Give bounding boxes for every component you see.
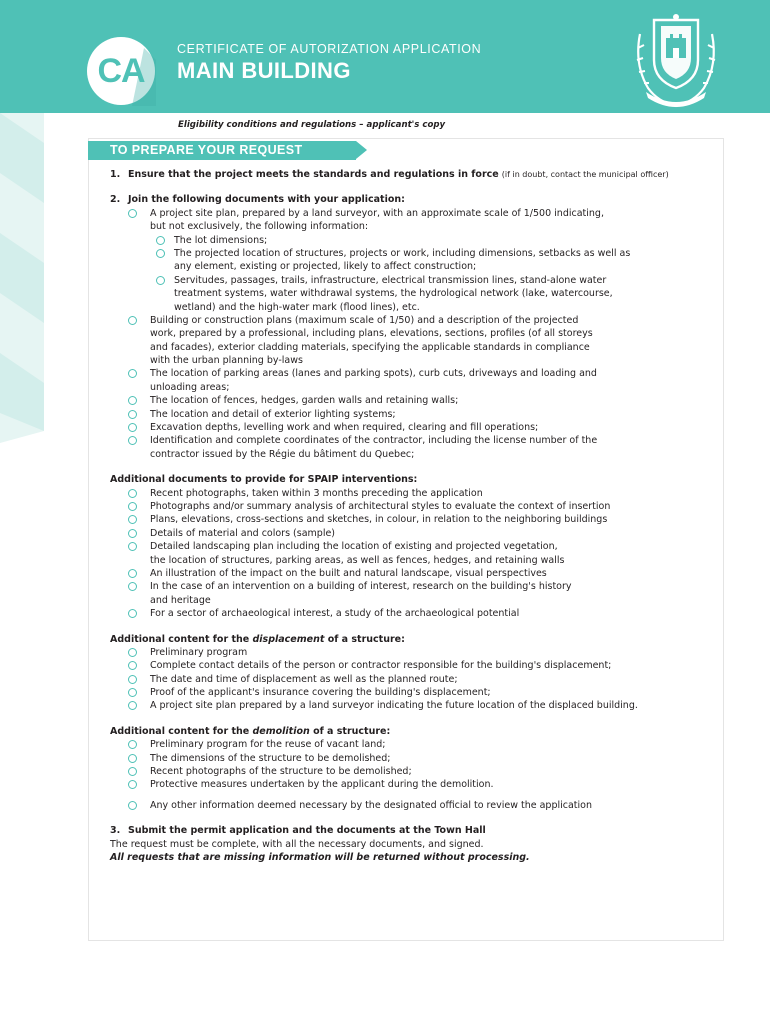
sub-list-item-continued: treatment systems, water withdrawal systems, the hydrological network (lake, watercourse,	[174, 288, 613, 300]
list-item: Complete contact details of the person or contractor responsible for the building's displacement;	[110, 659, 716, 672]
step-3-text: The request must be complete, with all the necessary documents, and signed.	[110, 838, 484, 850]
bullet-icon	[156, 249, 165, 258]
header-subtitle: CERTIFICATE OF AUTORIZATION APPLICATION	[177, 42, 482, 56]
bullet-icon	[128, 754, 137, 763]
list-item: Detailed landscaping plan including the location of existing and projected vegetation,	[110, 540, 716, 553]
bullet-icon	[128, 780, 137, 789]
displacement-heading: Additional content for the displacement of a structure:	[110, 633, 405, 645]
bullet-icon	[128, 423, 137, 432]
list-item-continued: and facades), exterior cladding materials, specifying the applicable standards in compliance	[150, 341, 590, 353]
list-item-continued: with the urban planning by-laws	[150, 355, 303, 367]
list-item: Preliminary program for the reuse of vacant land;	[110, 738, 716, 751]
section-banner	[88, 141, 356, 160]
list-item: Any other information deemed necessary by the designated official to review the application	[110, 799, 716, 812]
bullet-icon	[128, 396, 137, 405]
ca-logo-text: CA	[97, 52, 145, 90]
bullet-icon	[128, 801, 137, 810]
bullet-icon	[128, 675, 137, 684]
bullet-icon	[128, 701, 137, 710]
bullet-icon	[128, 648, 137, 657]
bullet-icon	[128, 436, 137, 445]
step-number: 3.	[110, 825, 121, 837]
instructions-content	[110, 168, 716, 864]
sub-list-item-continued: any element, existing or projected, likely to affect construction;	[174, 261, 477, 273]
bullet-icon	[128, 542, 137, 551]
bullet-icon	[128, 515, 137, 524]
list-item: An illustration of the impact on the built and natural landscape, visual perspectives	[110, 567, 716, 580]
bullet-icon	[128, 582, 137, 591]
bullet-icon	[128, 609, 137, 618]
eligibility-caption: Eligibility conditions and regulations – applicant's copy	[178, 120, 446, 130]
demolition-heading: Additional content for the demolition of a structure:	[110, 725, 391, 737]
bullet-icon	[128, 489, 137, 498]
step-number: 1.	[110, 169, 121, 180]
list-item-continued: and heritage	[150, 594, 211, 606]
list-item-continued: contractor issued by the Régie du bâtiment du Quebec;	[150, 448, 415, 460]
list-item: A project site plan, prepared by a land surveyor, with an approximate scale of 1/500 indicating,	[110, 207, 716, 220]
list-item: The location of fences, hedges, garden walls and retaining walls;	[110, 394, 716, 407]
list-item: Excavation depths, levelling work and when required, clearing and fill operations;	[110, 421, 716, 434]
town-crest-icon	[628, 8, 724, 110]
list-item-continued: the location of structures, parking areas, as well as fences, hedges, and retaining walls	[150, 554, 565, 566]
step-heading: Submit the permit application and the documents at the Town Hall	[128, 825, 486, 837]
list-item: The date and time of displacement as well as the planned route;	[110, 673, 716, 686]
spaip-heading: Additional documents to provide for SPAIP interventions:	[110, 474, 418, 486]
list-item: Recent photographs of the structure to be demolished;	[110, 765, 716, 778]
list-item: Building or construction plans (maximum scale of 1/50) and a description of the projected	[110, 314, 716, 327]
step-number: 2.	[110, 194, 121, 206]
header-title: MAIN BUILDING	[177, 58, 351, 83]
decorative-side-panel	[0, 113, 44, 443]
bullet-icon	[128, 767, 137, 776]
list-item: Preliminary program	[110, 646, 716, 659]
list-item: The location of parking areas (lanes and parking spots), curb cuts, driveways and loading and	[110, 367, 716, 380]
step-note: (if in doubt, contact the municipal officer)	[501, 170, 669, 179]
list-item: Details of material and colors (sample)	[110, 527, 716, 540]
sub-list-item: Servitudes, passages, trails, infrastructure, electrical transmission lines, stand-alone water	[110, 274, 716, 287]
bullet-icon	[128, 410, 137, 419]
list-item: Photographs and/or summary analysis of architectural styles to evaluate the context of insertion	[110, 500, 716, 513]
bullet-icon	[128, 369, 137, 378]
warning-text: All requests that are missing information will be returned without processing.	[110, 851, 530, 863]
header-banner	[0, 0, 770, 113]
list-item: In the case of an intervention on a building of interest, research on the building's history	[110, 580, 716, 593]
bullet-icon	[128, 661, 137, 670]
sub-list-item: The lot dimensions;	[110, 234, 716, 247]
section-banner-text: TO PREPARE YOUR REQUEST	[110, 143, 303, 157]
step-1	[110, 168, 716, 181]
list-item: For a sector of archaeological interest, a study of the archaeological potential	[110, 607, 716, 620]
step-2	[110, 193, 716, 206]
bullet-icon	[156, 276, 165, 285]
list-item: Protective measures undertaken by the applicant during the demolition.	[110, 778, 716, 791]
sub-list-item-continued: wetland) and the high-water mark (flood lines), etc.	[174, 301, 420, 313]
bullet-icon	[128, 502, 137, 511]
bullet-icon	[128, 569, 137, 578]
sub-list-item: The projected location of structures, projects or work, including dimensions, setbacks as well as	[110, 247, 716, 260]
bullet-icon	[128, 209, 137, 218]
ca-logo	[86, 36, 156, 106]
bullet-icon	[128, 688, 137, 697]
bullet-icon	[128, 529, 137, 538]
list-item: Plans, elevations, cross-sections and sketches, in colour, in relation to the neighboring buildings	[110, 513, 716, 526]
list-item: Recent photographs, taken within 3 months preceding the application	[110, 487, 716, 500]
list-item: Proof of the applicant's insurance covering the building's displacement;	[110, 686, 716, 699]
bullet-icon	[128, 316, 137, 325]
list-item-continued: but not exclusively, the following information:	[150, 221, 369, 233]
list-item-continued: unloading areas;	[150, 381, 230, 393]
list-item: A project site plan prepared by a land surveyor indicating the future location of the displaced building.	[110, 699, 716, 712]
list-item: The dimensions of the structure to be demolished;	[110, 752, 716, 765]
list-item-continued: work, prepared by a professional, including plans, elevations, sections, profiles (of all storeys	[150, 328, 593, 340]
bullet-icon	[156, 236, 165, 245]
step-heading: Ensure that the project meets the standards and regulations in force	[128, 169, 499, 180]
bullet-icon	[128, 740, 137, 749]
step-heading: Join the following documents with your application:	[128, 194, 405, 206]
list-item: The location and detail of exterior lighting systems;	[110, 408, 716, 421]
step-3	[110, 824, 716, 837]
list-item: Identification and complete coordinates of the contractor, including the license number of the	[110, 434, 716, 447]
